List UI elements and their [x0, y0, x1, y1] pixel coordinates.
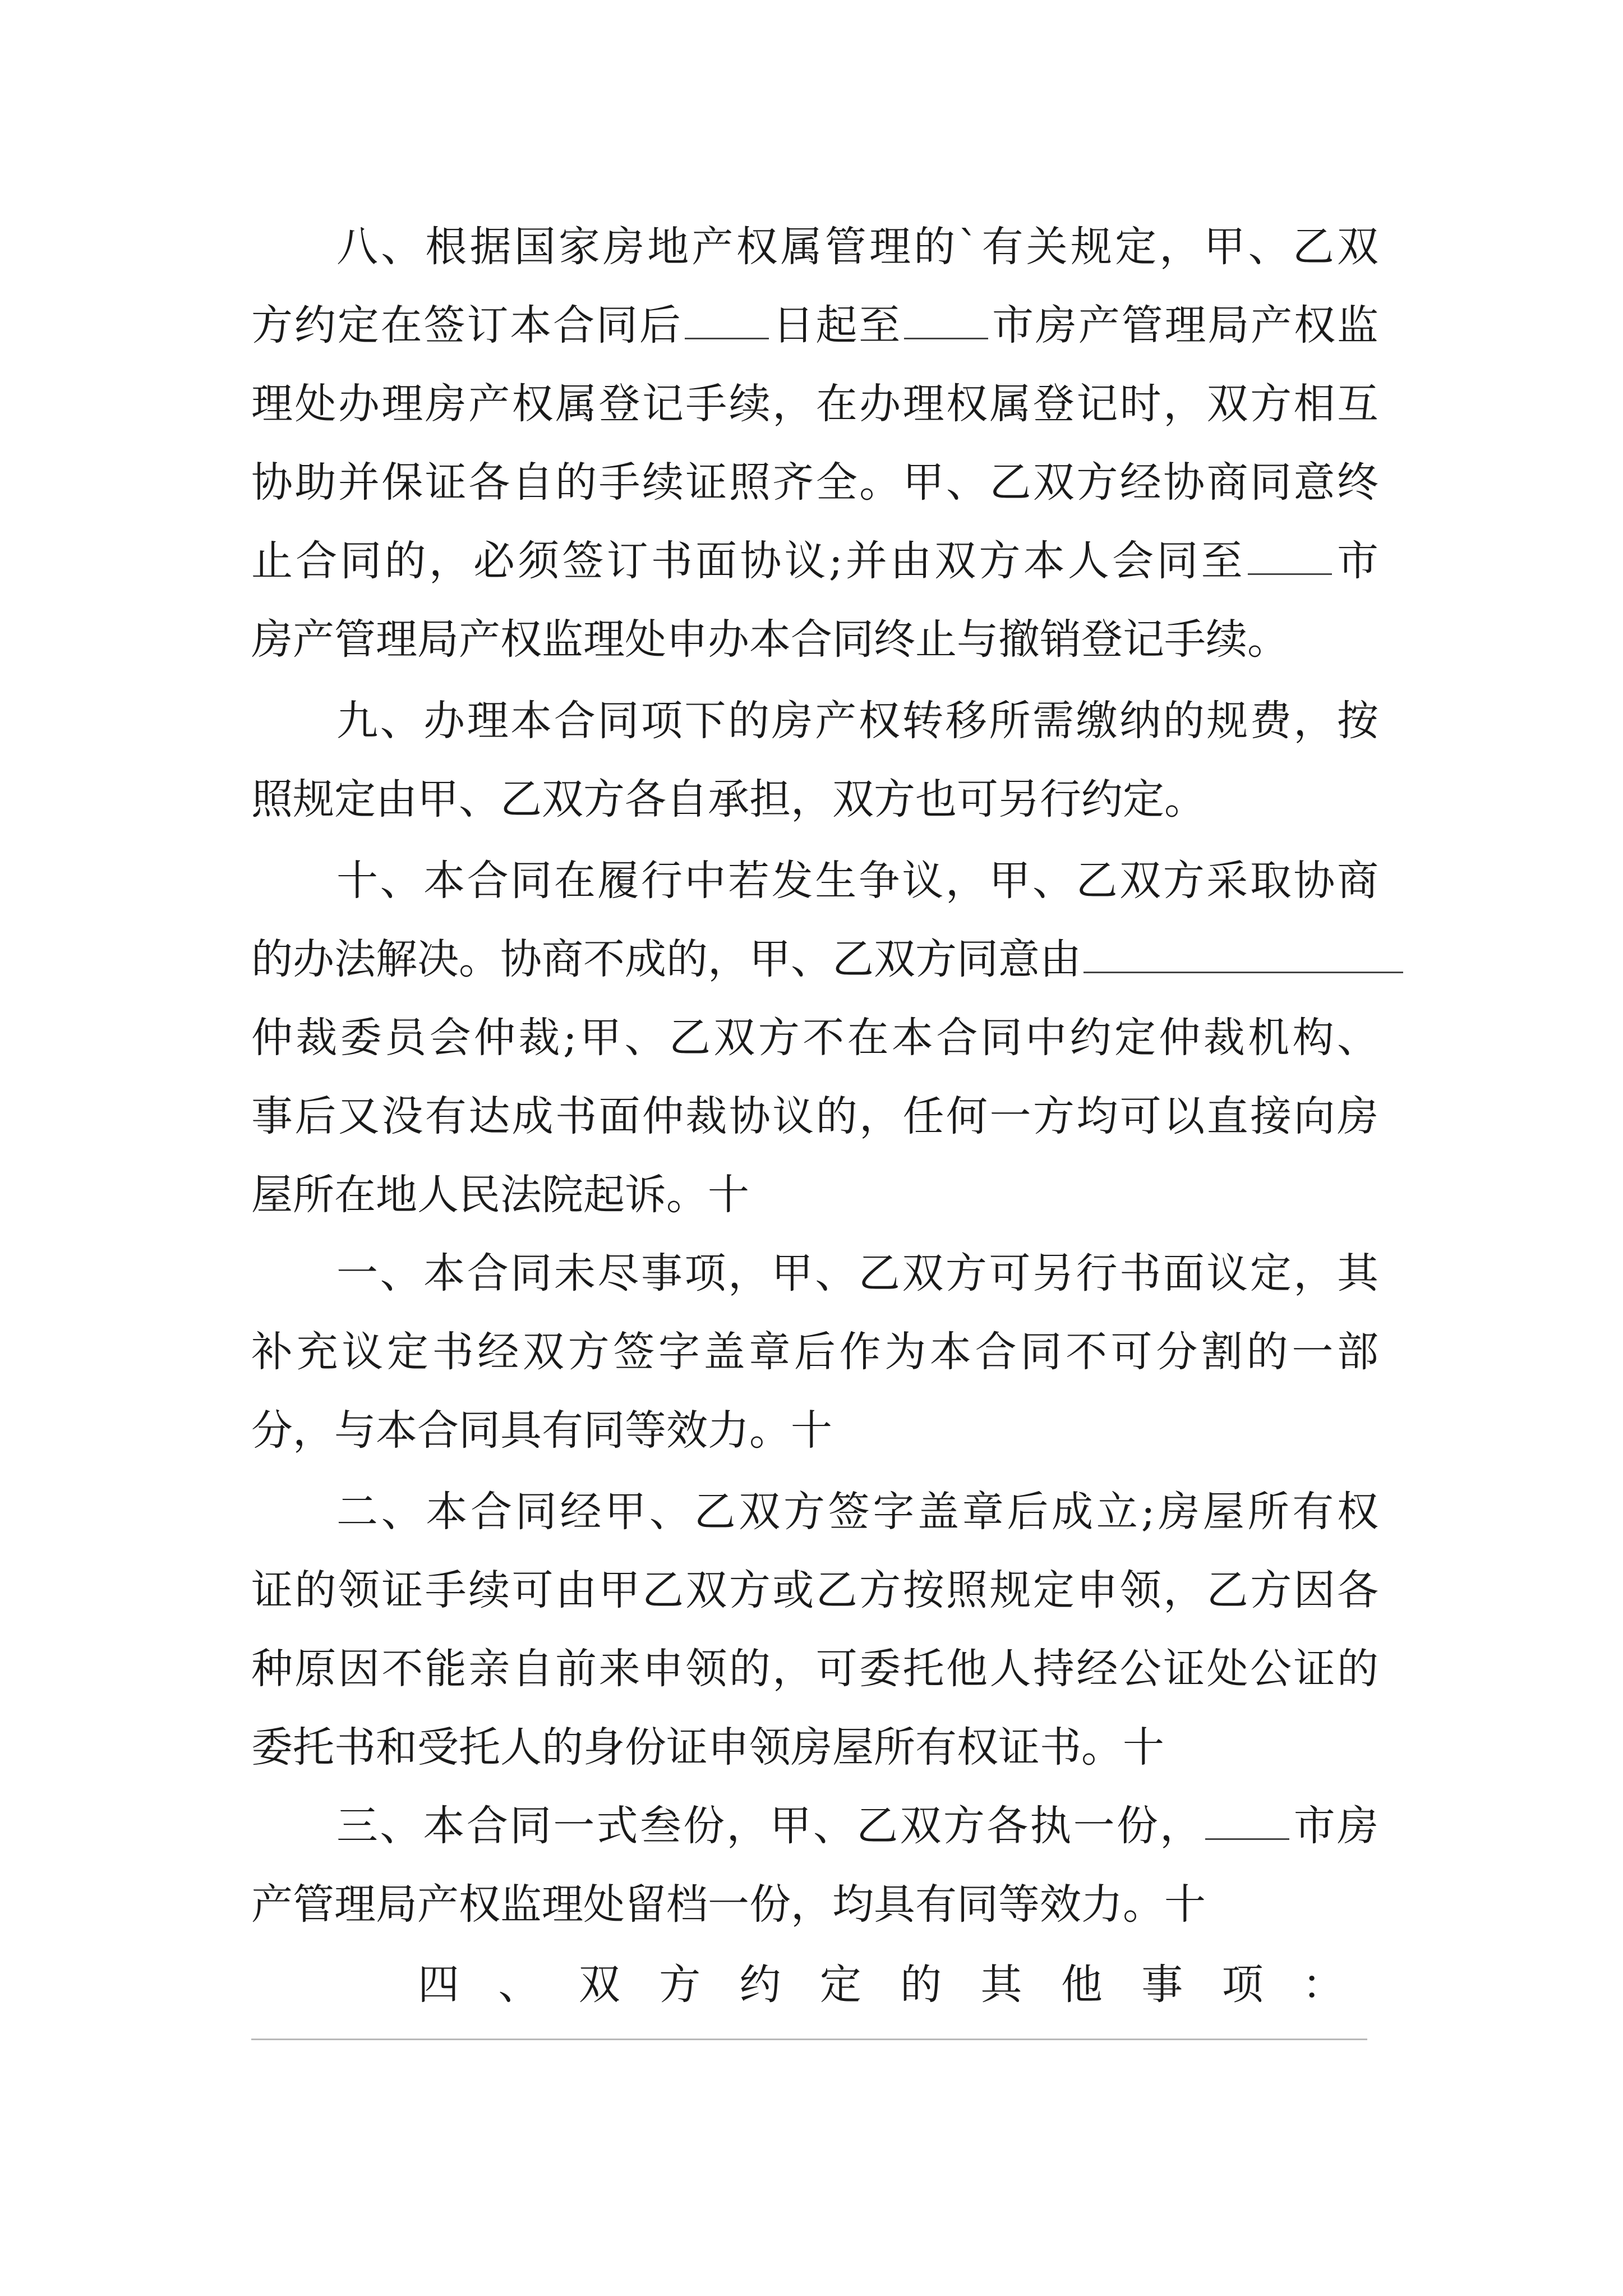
blank-field[interactable] — [685, 303, 769, 339]
clause-10-line-2 — [251, 926, 1378, 993]
text-run: 二、本合同经甲、乙双方签字盖章后成立;房屋所有权 — [336, 1488, 1378, 1536]
clause-13-line-2 — [251, 1871, 1378, 1938]
text-run: 九、办理本合同项下的房产权转移所需缴纳的规费，按 — [336, 697, 1378, 745]
text-run: 市房产管理局产权监 — [990, 301, 1379, 349]
clause-14-line-1 — [418, 1951, 1378, 2018]
clause-11-line-3 — [251, 1397, 1378, 1464]
text-run: 市 — [1334, 537, 1378, 585]
text-run: 三、本合同一式叁份，甲、乙双方各执一份， — [336, 1802, 1204, 1850]
clause-10-line-1 — [336, 847, 1378, 914]
text-run: 一、本合同未尽事项，甲、乙双方可另行书面议定，其 — [336, 1249, 1378, 1297]
fill-in-rule[interactable] — [251, 2039, 1367, 2040]
text-run: 止合同的，必须签订书面协议;并由双方本人会同至 — [251, 537, 1246, 585]
clause-12-line-2 — [251, 1557, 1378, 1624]
clause-11-line-2 — [251, 1318, 1378, 1386]
text-run: 种原因不能亲自前来申领的，可委托他人持经公证处公证的 — [251, 1645, 1378, 1693]
text-run: 仲裁委员会仲裁;甲、乙双方不在本合同中约定仲裁机构、 — [251, 1014, 1378, 1062]
text-run: 日起至 — [771, 301, 902, 349]
clause-8-line-5 — [251, 527, 1378, 595]
text-run: 产管理局产权监理处留档一份，均具有同等效力。十 — [251, 1880, 1206, 1929]
clause-10-line-4 — [251, 1083, 1378, 1150]
text-run: 协助并保证各自的手续证照齐全。甲、乙双方经协商同意终 — [251, 458, 1378, 507]
clause-8-line-6 — [251, 606, 1378, 673]
clause-10-line-5 — [251, 1161, 1378, 1228]
clause-11-line-1 — [336, 1240, 1378, 1307]
clause-10-line-3 — [251, 1004, 1378, 1071]
clause-12-line-4 — [251, 1714, 1378, 1781]
text-run: 方约定在签订本合同后 — [251, 301, 683, 349]
clause-12-line-3 — [251, 1635, 1378, 1703]
blank-field[interactable] — [1248, 539, 1332, 575]
clause-13-line-1 — [336, 1792, 1378, 1860]
text-run: 十、本合同在履行中若发生争议，甲、乙双方采取协商 — [336, 857, 1378, 905]
clause-8-line-1 — [336, 213, 1378, 280]
text-run: 四、双方约定的其他事项： — [418, 1961, 1378, 2009]
text-run: 的办法解决。协商不成的，甲、乙双方同意由 — [251, 935, 1081, 983]
clause-9-line-2 — [251, 766, 1378, 833]
text-run: 补充议定书经双方签字盖章后作为本合同不可分割的一部 — [251, 1328, 1378, 1376]
blank-field[interactable] — [904, 303, 988, 339]
blank-field[interactable] — [1083, 937, 1403, 973]
text-run: 委托书和受托人的身份证申领房屋所有权证书。十 — [251, 1723, 1164, 1772]
clause-12-line-1 — [336, 1478, 1378, 1545]
clause-8-line-3 — [251, 370, 1378, 438]
clause-8-line-4 — [251, 449, 1378, 516]
text-run: 市房 — [1292, 1802, 1378, 1850]
text-run: 证的领证手续可由甲乙双方或乙方按照规定申领，乙方因各 — [251, 1566, 1378, 1614]
text-run: 理处办理房产权属登记手续，在办理权属登记时，双方相互 — [251, 380, 1378, 428]
text-run: 八、根据国家房地产权属管理的`有关规定，甲、乙双 — [336, 223, 1378, 271]
clause-9-line-1 — [336, 687, 1378, 754]
text-run: 屋所在地人民法院起诉。十 — [251, 1171, 749, 1219]
blank-field[interactable] — [1205, 1803, 1289, 1840]
text-run: 房产管理局产权监理处申办本合同终止与撤销登记手续。 — [251, 615, 1289, 664]
text-run: 分，与本合同具有同等效力。十 — [251, 1406, 832, 1455]
clause-8-line-2 — [251, 292, 1378, 359]
text-run: 事后又没有达成书面仲裁协议的，任何一方均可以直接向房 — [251, 1092, 1378, 1140]
text-run: 照规定由甲、乙双方各自承担，双方也可另行约定。 — [251, 775, 1206, 823]
